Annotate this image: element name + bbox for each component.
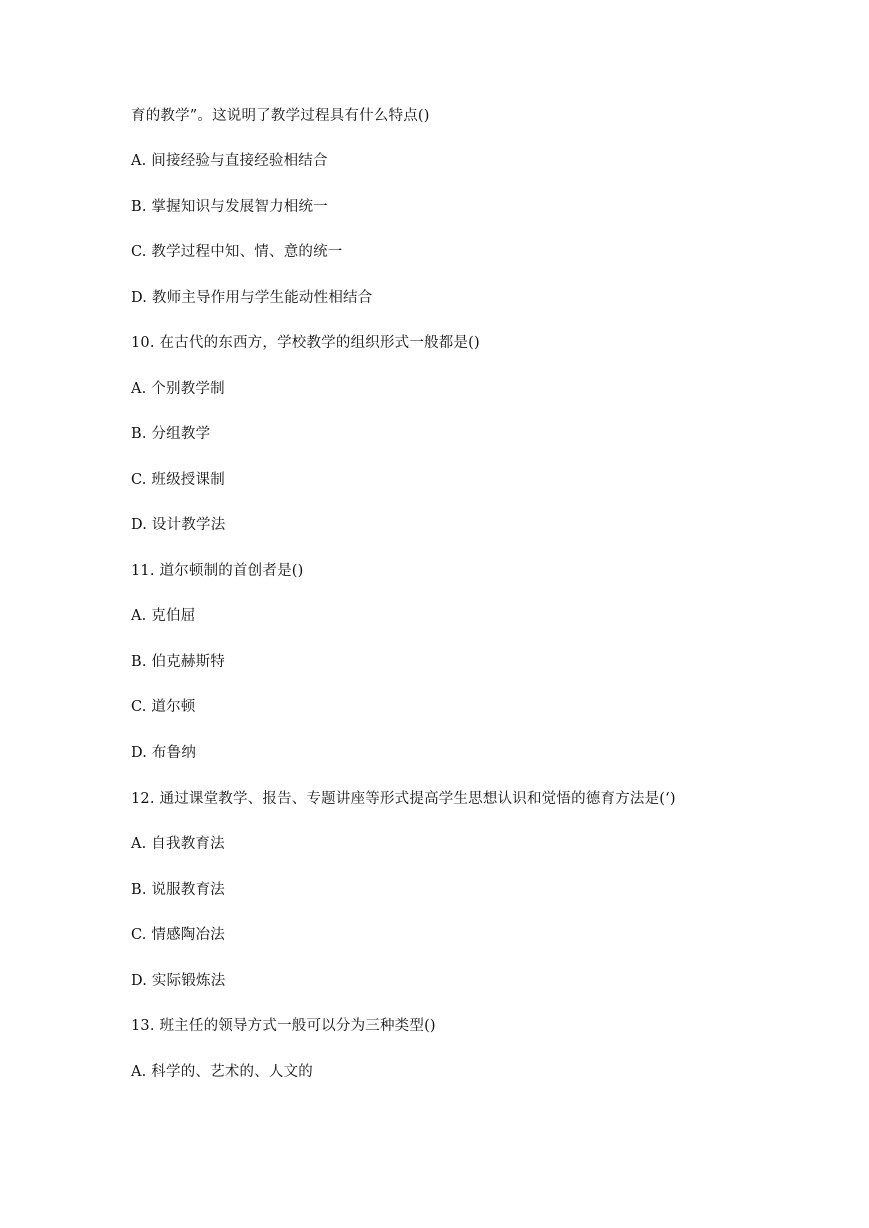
question-11-option-d: D. 布鲁纳 <box>131 745 197 761</box>
question-12-option-d: D. 实际锻炼法 <box>131 973 226 989</box>
question-11-stem: 11. 道尔顿制的首创者是() <box>131 563 304 579</box>
question-10-option-d: D. 设计教学法 <box>131 517 226 533</box>
question-10-option-b: B. 分组教学 <box>131 426 211 442</box>
question-11-option-c: C. 道尔顿 <box>131 699 196 715</box>
question-12-stem: 12. 通过课堂教学、报告、专题讲座等形式提高学生思想认识和觉悟的德育方法是(‘) <box>131 791 676 807</box>
question-9-option-c: C. 教学过程中知、情、意的统一 <box>131 244 343 260</box>
question-12-option-a: A. 自我教育法 <box>131 836 225 852</box>
question-12-option-c: C. 情感陶冶法 <box>131 927 225 943</box>
question-11-option-b: B. 伯克赫斯特 <box>131 654 225 670</box>
question-9-option-b: B. 掌握知识与发展智力相统一 <box>131 199 328 215</box>
question-10-stem: 10. 在古代的东西方，学校教学的组织形式一般都是() <box>131 335 480 351</box>
question-10-option-c: C. 班级授课制 <box>131 472 225 488</box>
question-12-option-b: B. 说服教育法 <box>131 882 225 898</box>
question-9-option-a: A. 间接经验与直接经验相结合 <box>131 153 328 169</box>
question-13-option-a: A. 科学的、艺术的、人文的 <box>131 1064 313 1080</box>
question-9-option-d: D. 教师主导作用与学生能动性相结合 <box>131 290 373 306</box>
question-9-stem-continuation: 育的教学”。这说明了教学过程具有什么特点() <box>131 108 430 124</box>
question-11-option-a: A. 克伯屈 <box>131 608 196 624</box>
question-10-option-a: A. 个别教学制 <box>131 381 225 397</box>
question-13-stem: 13. 班主任的领导方式一般可以分为三种类型() <box>131 1018 436 1034</box>
